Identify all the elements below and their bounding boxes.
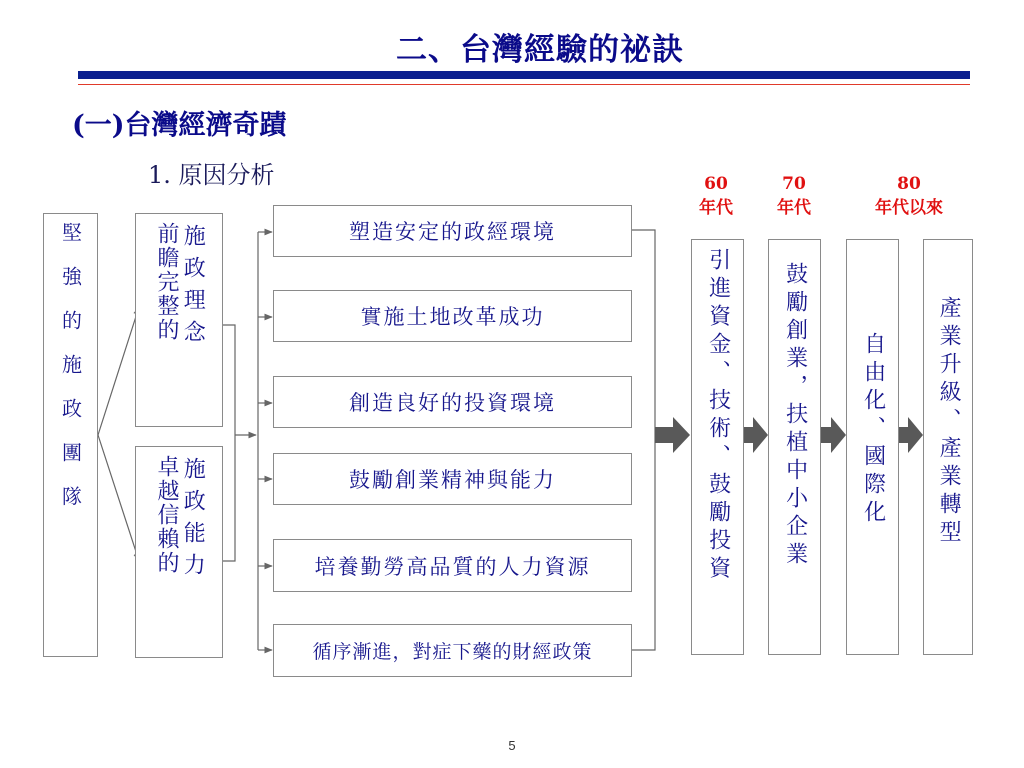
stage-label: 鼓勵創業，扶植中小企業 [782, 262, 808, 570]
factor-box: 循序漸進，對症下藥的財經政策 [273, 624, 632, 677]
vision-box [135, 213, 223, 427]
stage-label: 產業升級、產業轉型 [936, 296, 962, 548]
stage-label: 自由化、國際化 [860, 332, 886, 528]
capability-label-left: 卓越信賴的 [154, 455, 179, 575]
factor-box: 創造良好的投資環境 [273, 376, 632, 428]
era-year: 80 [897, 174, 921, 194]
capability-label-right: 施政能力 [180, 457, 206, 585]
factor-box: 鼓勵創業精神與能力 [273, 453, 632, 505]
stage-arrow [743, 417, 768, 453]
era-suffix: 年代 [777, 198, 811, 218]
era-label [766, 172, 822, 220]
era-suffix: 年代以來 [875, 198, 943, 218]
era-suffix: 年代 [699, 198, 733, 218]
page-number: 5 [508, 738, 516, 753]
team-label: 堅強的施政團隊 [58, 222, 83, 530]
factor-box: 實施土地改革成功 [273, 290, 632, 342]
era-year: 60 [704, 174, 728, 194]
stage-box [768, 239, 821, 655]
factor-box: 培養勤勞高品質的人力資源 [273, 539, 632, 592]
team-box [43, 213, 98, 657]
section-heading: (一)台灣經濟奇蹟 [72, 110, 287, 141]
factor-box: 塑造安定的政經環境 [273, 205, 632, 257]
vision-label-right: 施政理念 [180, 224, 206, 352]
page-title: 二、台灣經驗的祕訣 [396, 32, 684, 68]
stage-label: 引進資金、技術、鼓勵投資 [705, 248, 731, 584]
era-year: 70 [782, 174, 806, 194]
era-label [688, 172, 744, 220]
stage-arrow [820, 417, 846, 453]
era-label [856, 172, 962, 220]
vision-label-left: 前瞻完整的 [154, 222, 179, 342]
subsection-heading: 1. 原因分析 [148, 161, 275, 189]
stage-box [846, 239, 899, 655]
stage-box [923, 239, 973, 655]
stage-box [691, 239, 744, 655]
stage-arrow [897, 417, 923, 453]
stage-arrow [655, 417, 690, 453]
capability-box [135, 446, 223, 658]
